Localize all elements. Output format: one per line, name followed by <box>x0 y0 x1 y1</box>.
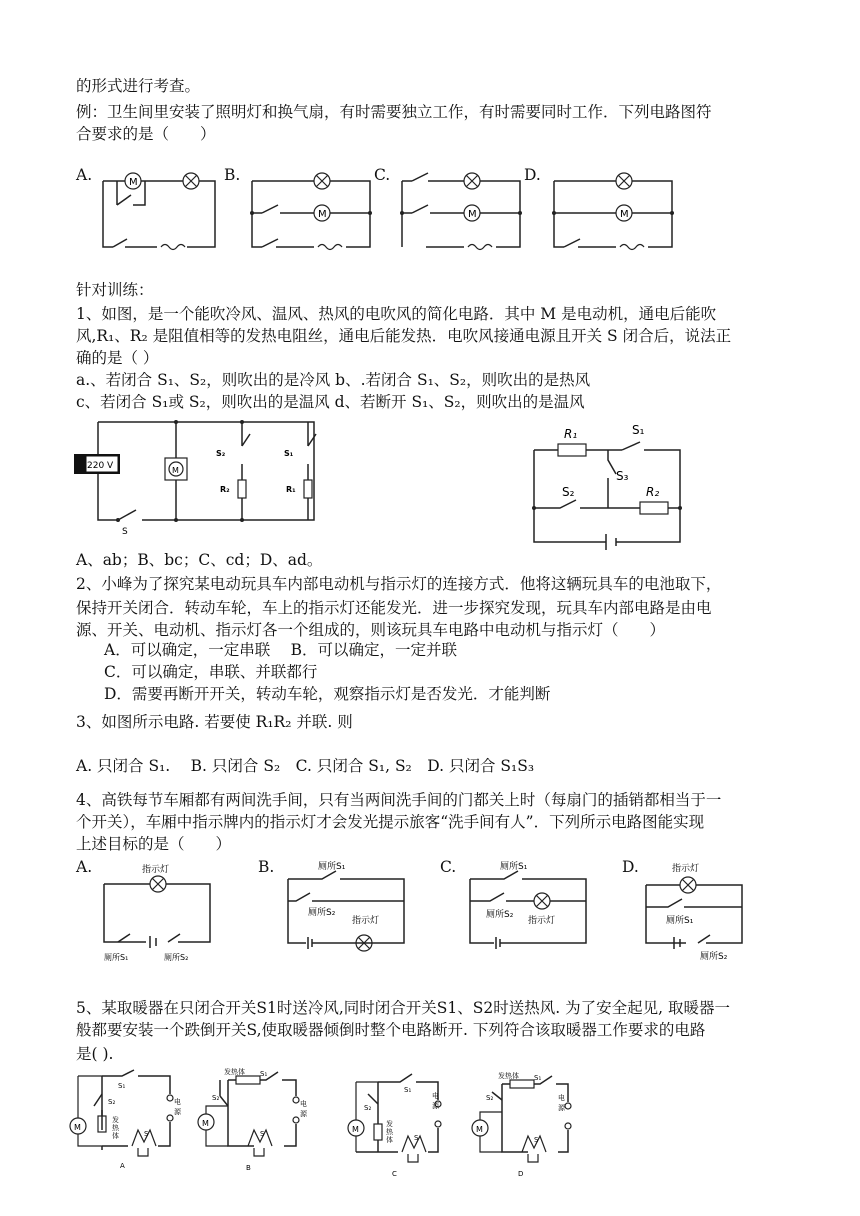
svg-text:M: M <box>620 209 629 220</box>
q5-line-1: 5、某取暖器在只闭合开关S1时送冷风,同时闭合开关S1、S2时送热风. 为了安全起见, 取暖器一 <box>76 999 730 1017</box>
svg-text:M: M <box>318 209 327 220</box>
q5c-motor-label: M <box>352 1125 359 1134</box>
q4-option-c: C. <box>440 858 457 876</box>
q4-circuit-b <box>282 855 412 955</box>
example-option-b: B. <box>224 166 241 184</box>
example-circuit-d <box>550 165 680 255</box>
q5c-power-1: 电 <box>432 1092 439 1100</box>
q5a-heater-3: 体 <box>112 1132 119 1140</box>
q4a-s2-label: 厕所S₂ <box>164 953 189 962</box>
q5a-label: A <box>120 1162 125 1170</box>
q5c-heater-3: 体 <box>386 1136 393 1144</box>
q5d-power-2: 源 <box>558 1104 565 1112</box>
q4b-s1-label: 厕所S₁ <box>318 862 346 872</box>
q1-line-1: 1、如图，是一个能吹冷风、温风、热风的电吹风的简化电路．其中 M 是电动机，通电后能吹 <box>76 305 717 323</box>
q4-option-b: B. <box>258 858 275 876</box>
q4d-s2-label: 厕所S₂ <box>700 952 728 962</box>
main-switch-label: S <box>122 527 128 537</box>
q5d-label: D <box>518 1170 524 1178</box>
q4b-lamp-label: 指示灯 <box>352 916 380 926</box>
q4-line-3: 上述目标的是（ ） <box>76 835 232 853</box>
q4d-s1-label: 厕所S₁ <box>666 916 694 926</box>
q5d-s2-label: S₂ <box>486 1094 494 1102</box>
q5a-heater-1: 发 <box>112 1116 119 1124</box>
q5b-s1-label: S₁ <box>260 1070 268 1078</box>
voltage-label: 220 V <box>87 461 114 471</box>
s2-label: S₂ <box>216 449 226 458</box>
q5b-motor-label: M <box>202 1119 209 1128</box>
q5c-s-label: S <box>414 1134 419 1142</box>
q4c-s1-label: 厕所S₁ <box>500 862 528 872</box>
q4b-s2-label: 厕所S₂ <box>308 908 336 918</box>
q4c-s2-label: 厕所S₂ <box>486 910 514 920</box>
q2-option-d: D．需要再断开开关，转动车轮，观察指示灯是否发光．才能判断 <box>104 685 551 703</box>
q1-choice-ab: a.、若闭合 S₁、S₂，则吹出的是冷风 b、.若闭合 S₁、S₂，则吹出的是热风 <box>76 371 591 389</box>
example-option-d: D. <box>524 166 541 184</box>
q4-option-d: D. <box>622 858 639 876</box>
q5a-s2-label: S₂ <box>108 1098 116 1106</box>
q5c-power-2: 源 <box>432 1102 439 1110</box>
motor-label: M <box>172 466 179 475</box>
q5d-s-label: S <box>534 1136 539 1144</box>
q2-option-ab: A．可以确定，一定串联 B．可以确定，一定并联 <box>104 641 458 659</box>
q5c-s1-label: S₁ <box>404 1086 412 1094</box>
q2-option-c: C．可以确定，串联、并联都行 <box>104 663 318 681</box>
example-question-line-1: 例：卫生间里安装了照明灯和换气扇，有时需要独立工作，有时需要同时工作．下列电路图符 <box>76 103 712 121</box>
intro-line-1: 的形式进行考查。 <box>76 77 201 95</box>
q4a-s1-label: 厕所S₁ <box>104 953 129 962</box>
q5d-power-1: 电 <box>558 1094 565 1102</box>
example-circuit-a <box>95 165 225 255</box>
q1-answers: A、ab；B、bc；C、cd；D、ad。 <box>76 551 323 569</box>
q2-line-2: 保持开关闭合．转动车轮，车上的指示灯还能发光．进一步探究发现，玩具车内部电路是由电 <box>76 599 712 617</box>
example-question-line-2: 合要求的是（ ） <box>76 125 216 143</box>
q5d-s1-label: S₁ <box>534 1074 542 1082</box>
q4c-lamp-label: 指示灯 <box>528 916 556 926</box>
q1-choice-cd: c、若闭合 S₁或 S₂，则吹出的是温风 d、若断开 S₁、S₂，则吹出的是温风 <box>76 393 585 411</box>
q4-circuit-d <box>640 855 750 963</box>
q5-line-2: 般都要安装一个跌倒开关S,使取暖器倾倒时整个电路断开. 下列符合该取暖器工作要求的电路 <box>76 1021 706 1039</box>
q5a-power-1: 电 <box>174 1098 181 1106</box>
q5a-s-label: S <box>144 1130 149 1138</box>
q4-circuit-a <box>98 860 218 964</box>
example-option-c: C. <box>374 166 391 184</box>
hair-dryer-circuit <box>74 418 334 537</box>
q5c-s2-label: S₂ <box>364 1104 372 1112</box>
q4d-lamp-label: 指示灯 <box>672 864 700 874</box>
q3-options: A. 只闭合 S₁. B. 只闭合 S₂ C. 只闭合 S₁, S₂ D. 只闭合 S₁S₃ <box>76 757 535 775</box>
q5c-heater-2: 热 <box>386 1128 393 1136</box>
q3-line-1: 3、如图所示电路. 若要使 R₁R₂ 并联. 则 <box>76 713 353 731</box>
q5a-heater-2: 热 <box>112 1124 119 1132</box>
fig3-r2-label: R₂ <box>646 485 660 499</box>
fig3-r1-label: R₁ <box>564 427 578 441</box>
q4-line-1: 4、高铁每节车厢都有两间洗手间，只有当两间洗手间的门都关上时（每扇门的插销都相当于一 <box>76 791 722 809</box>
fig3-s1-label: S₁ <box>632 423 645 437</box>
q1-line-2: 风,R₁、R₂ 是阻值相等的发热电阻丝，通电后能发热．电吹风接通电源且开关 S 闭合后，说法正 <box>76 327 732 345</box>
example-circuit-b <box>248 165 378 255</box>
q5-circuit-b <box>198 1066 308 1172</box>
q5d-heater-label: 发热体 <box>498 1072 519 1080</box>
r1-r2-circuit <box>530 422 700 554</box>
q5a-power-2: 源 <box>174 1108 181 1116</box>
q4-line-2: 个开关），车厢中指示牌内的指示灯才会发光提示旅客“洗手间有人”．下列所示电路图能实现 <box>76 813 705 831</box>
q5-line-3: 是( ). <box>76 1045 114 1063</box>
q5b-s2-label: S₂ <box>212 1094 220 1102</box>
fig3-s3-label: S₃ <box>616 469 629 483</box>
example-circuit-c <box>398 165 528 255</box>
r1-label: R₁ <box>286 485 296 494</box>
q5c-heater-1: 发 <box>386 1120 393 1128</box>
training-title: 针对训练： <box>76 281 154 299</box>
q5d-motor-label: M <box>476 1125 483 1134</box>
q5b-s-label: S <box>260 1130 265 1138</box>
q5a-motor-label: M <box>74 1123 81 1132</box>
s1-label: S₁ <box>284 449 294 458</box>
example-option-a: A. <box>76 166 93 184</box>
q4-circuit-c <box>464 855 594 955</box>
q5b-power-2: 源 <box>300 1110 307 1118</box>
q1-line-3: 确的是（ ） <box>76 349 159 367</box>
q5c-label: C <box>392 1170 397 1178</box>
q4-option-a: A. <box>76 858 93 876</box>
q5b-heater-label: 发热体 <box>224 1068 245 1076</box>
q5-circuit-a <box>72 1070 182 1170</box>
q4a-lamp-label: 指示灯 <box>142 865 170 875</box>
q2-line-1: 2、小峰为了探究某电动玩具车内部电动机与指示灯的连接方式．他将这辆玩具车的电池取下， <box>76 575 722 593</box>
svg-text:M: M <box>468 209 477 220</box>
q2-line-3: 源、开关、电动机、指示灯各一个组成的，则该玩具车电路中电动机与指示灯（ ） <box>76 621 666 639</box>
q5b-label: B <box>246 1164 251 1172</box>
fig3-s2-label: S₂ <box>562 485 575 499</box>
q5-circuit-c <box>342 1074 452 1180</box>
q5-circuit-d <box>470 1070 580 1180</box>
q5a-s1-label: S₁ <box>118 1082 126 1090</box>
svg-text:M: M <box>129 177 138 188</box>
q5b-power-1: 电 <box>300 1100 307 1108</box>
r2-label: R₂ <box>220 485 230 494</box>
